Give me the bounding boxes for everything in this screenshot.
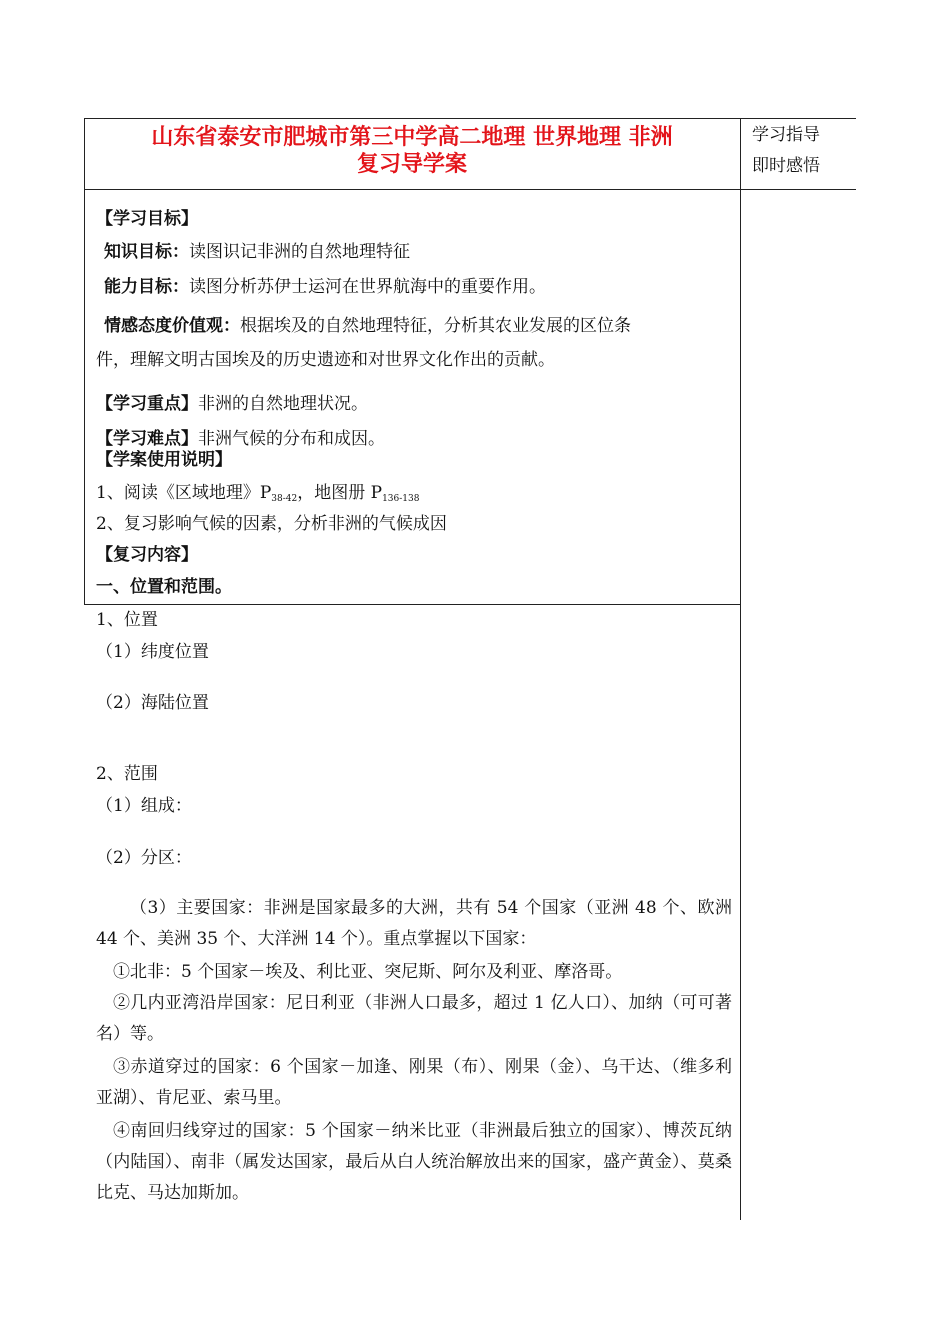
column-divider <box>740 118 741 1220</box>
knowledge-label: 知识目标： <box>104 242 189 262</box>
emotion-text-2: 件，理解文明古国埃及的历史遗迹和对世界文化作出的贡献。 <box>96 350 555 370</box>
difficulty-text: 非洲气候的分布和成因。 <box>198 429 385 449</box>
usage-pages-2: 136-138 <box>382 494 420 504</box>
sidebar-study-guide: 学习指导 <box>752 125 820 145</box>
ability-text: 读图分析苏伊士运河在世界航海中的重要作用。 <box>189 277 546 297</box>
emotion-label: 情感态度价值观： <box>104 316 240 336</box>
sidebar-instant-insight: 即时感悟 <box>752 156 820 176</box>
document-title-line1: 山东省泰安市肥城市第三中学高二地理 世界地理 非洲 <box>151 125 673 150</box>
difficulty <box>96 428 385 450</box>
difficulty-label: 【学习难点】 <box>96 429 198 449</box>
usage-item-1-text: 1、阅读《区域地理》P <box>96 483 272 503</box>
major-countries-intro: （3）主要国家：非洲是国家最多的大洲，共有 54 个国家（亚洲 48 个、欧洲 44 个、美洲 35 个、大洋洲 14 个）。重点掌握以下国家： <box>96 898 732 949</box>
knowledge-text: 读图识记非洲的自然地理特征 <box>189 242 410 262</box>
section-rule <box>84 604 740 605</box>
knowledge-objective <box>104 241 410 263</box>
north-africa-countries: ①北非：5 个国家－埃及、利比亚、突尼斯、阿尔及利亚、摩洛哥。 <box>113 962 623 982</box>
usage-item-1-text-b: ，地图册 P <box>297 483 383 503</box>
equator-countries: ③赤道穿过的国家：6 个国家－加逢、刚果（布）、刚果（金）、乌干达、（维多利亚湖）、肯尼亚、索马里。 <box>96 1057 732 1108</box>
usage-pages-1: 38-42 <box>271 494 298 504</box>
ability-label: 能力目标： <box>104 277 189 297</box>
key-point-label: 【学习重点】 <box>96 394 198 414</box>
sea-land-position: （2）海陆位置 <box>96 693 209 713</box>
left-border <box>84 118 85 605</box>
guinea-gulf-countries: ②几内亚湾沿岸国家：尼日利亚（非洲人口最多，超过 1 亿人口）、加纳（可可著名）等。 <box>96 993 732 1044</box>
document-title-line2: 复习导学案 <box>356 152 467 177</box>
emotion-text-1: 根据埃及的自然地理特征，分析其农业发展的区位条 <box>240 316 631 336</box>
usage-item-2: 2、复习影响气候的因素，分析非洲的气候成因 <box>96 514 447 534</box>
composition: （1）组成： <box>96 796 192 816</box>
tropic-capricorn-countries: ④南回归线穿过的国家：5 个国家－纳米比亚（非洲最后独立的国家）、博茨瓦纳（内陆国）、南非（属发达国家，最后从白人统治解放出来的国家，盛产黄金）、莫桑比克、马达加斯加。 <box>96 1121 732 1203</box>
section-position-range: 一、位置和范围。 <box>96 577 232 597</box>
position-heading: 1、位置 <box>96 610 158 630</box>
emotion-objective <box>104 315 631 337</box>
range-heading: 2、范围 <box>96 764 158 784</box>
usage-item-1 <box>96 482 419 507</box>
key-point <box>96 393 368 415</box>
ability-objective <box>104 276 546 298</box>
usage-heading: 【学案使用说明】 <box>96 450 232 470</box>
regions: （2）分区： <box>96 848 192 868</box>
latitude-position: （1）纬度位置 <box>96 642 209 662</box>
objectives-heading: 【学习目标】 <box>96 209 198 229</box>
key-point-text: 非洲的自然地理状况。 <box>198 394 368 414</box>
review-heading: 【复习内容】 <box>96 545 198 565</box>
